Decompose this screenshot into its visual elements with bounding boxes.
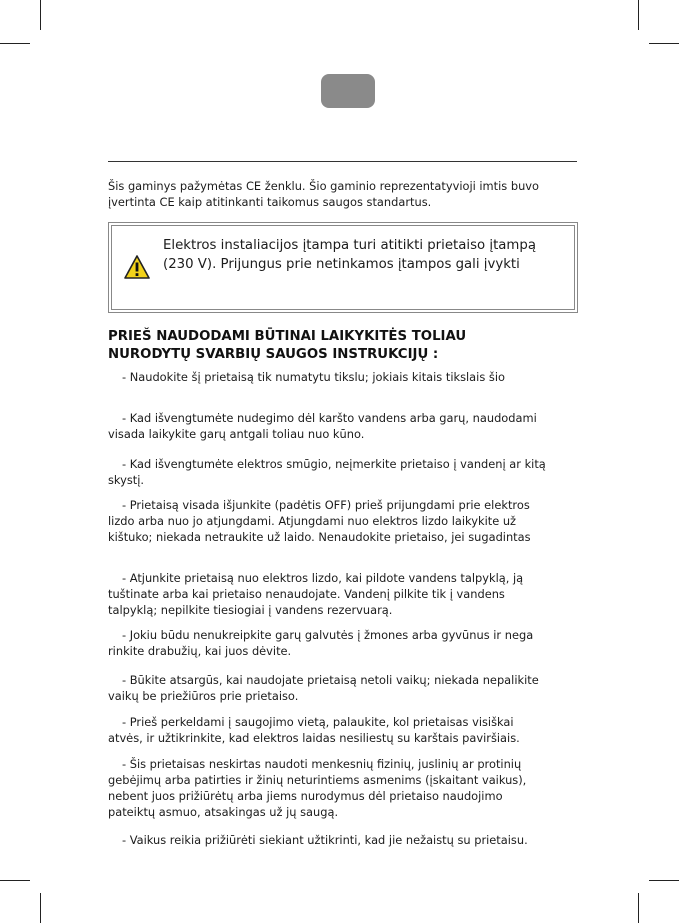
warning-triangle-icon [124, 255, 150, 279]
instruction-line: pateiktų asmuo, atsakingas už jų saugą. [108, 805, 339, 819]
crop-mark [649, 43, 679, 44]
warning-line: Elektros instaliacijos įtampa turi atitikti prietaiso įtampą [163, 238, 536, 253]
safety-heading [108, 328, 466, 364]
heading-line: NURODYTŲ SVARBIŲ SAUGOS INSTRUKCIJŲ : [108, 347, 439, 362]
instruction-line: - Kad išvengtumėte nudegimo dėl karšto vandens arba garų, naudodami [122, 411, 537, 425]
instruction-line: skystį. [108, 473, 145, 487]
language-tab [321, 74, 375, 108]
instruction-line: tuštinate arba kai prietaiso nenaudojate. Vandenį pilkite tik į vandens [108, 587, 505, 601]
crop-mark [0, 43, 30, 44]
instruction-line: lizdo arba nuo jo atjungdami. Atjungdami nuo elektros lizdo laikykite už [108, 514, 517, 528]
warning-line: (230 V). Prijungus prie netinkamos įtampos gali įvykti [163, 257, 520, 272]
instruction-line: - Prietaisą visada išjunkite (padėtis OFF) prieš prijungdami prie elektros [122, 498, 530, 512]
instruction-line: atvės, ir užtikrinkite, kad elektros laidas nesiliestų su karštais paviršiais. [108, 731, 520, 745]
instruction-line: nebent juos prižiūrėtų arba jiems nurodymus dėl prietaiso naudojimo [108, 789, 503, 803]
header-divider [108, 161, 577, 162]
instruction-line: - Atjunkite prietaisą nuo elektros lizdo, kai pildote vandens talpyklą, ją [122, 571, 524, 585]
instruction-line: - Būkite atsargūs, kai naudojate prietaisą netoli vaikų; niekada nepalikite [122, 673, 539, 687]
instruction-line: - Šis prietaisas neskirtas naudoti menkesnių fizinių, juslinių ar protinių [122, 757, 522, 771]
instruction-line: visada laikykite garų antgali toliau nuo kūno. [108, 427, 365, 441]
intro-line: įvertinta CE kaip atitinkanti taikomus saugos standartus. [108, 195, 432, 209]
instruction-line: - Naudokite šį prietaisą tik numatytu tikslu; jokiais kitais tikslais šio [122, 370, 505, 384]
instruction-line: vaikų be priežiūros prie prietaiso. [108, 689, 299, 703]
instruction-line: gebėjimų arba patirties ir žinių neturintiems asmenims (įskaitant vaikus), [108, 773, 527, 787]
crop-mark [638, 893, 639, 923]
crop-mark [40, 893, 41, 923]
heading-line: PRIEŠ NAUDODAMI BŪTINAI LAIKYKITĖS TOLIAU [108, 329, 467, 344]
crop-mark [0, 880, 30, 881]
crop-mark [638, 0, 639, 30]
instruction-line: - Prieš perkeldami į saugojimo vietą, palaukite, kol prietaisas visiškai [122, 715, 514, 729]
intro-line: Šis gaminys pažymėtas CE ženklu. Šio gaminio reprezentatyvioji imtis buvo [108, 179, 540, 193]
instruction-line: talpyklą; nepilkite tiesiogiai į vandens rezervuarą. [108, 603, 393, 617]
warning-box [108, 222, 578, 313]
instruction-line: - Kad išvengtumėte elektros smūgio, neįmerkite prietaiso į vandenį ar kitą [122, 457, 546, 471]
instruction-line: kištuko; niekada netraukite už laido. Nenaudokite prietaiso, jei sugadintas [108, 530, 531, 544]
instruction-line: - Vaikus reikia prižiūrėti siekiant užtikrinti, kad jie nežaistų su prietaisu. [122, 833, 528, 847]
crop-mark [40, 0, 41, 30]
warning-text [163, 236, 577, 274]
crop-mark [649, 880, 679, 881]
instruction-line: rinkite drabužių, kai juos dėvite. [108, 644, 292, 658]
instruction-line: - Jokiu būdu nenukreipkite garų galvutės į žmones arba gyvūnus ir nega [122, 628, 534, 642]
